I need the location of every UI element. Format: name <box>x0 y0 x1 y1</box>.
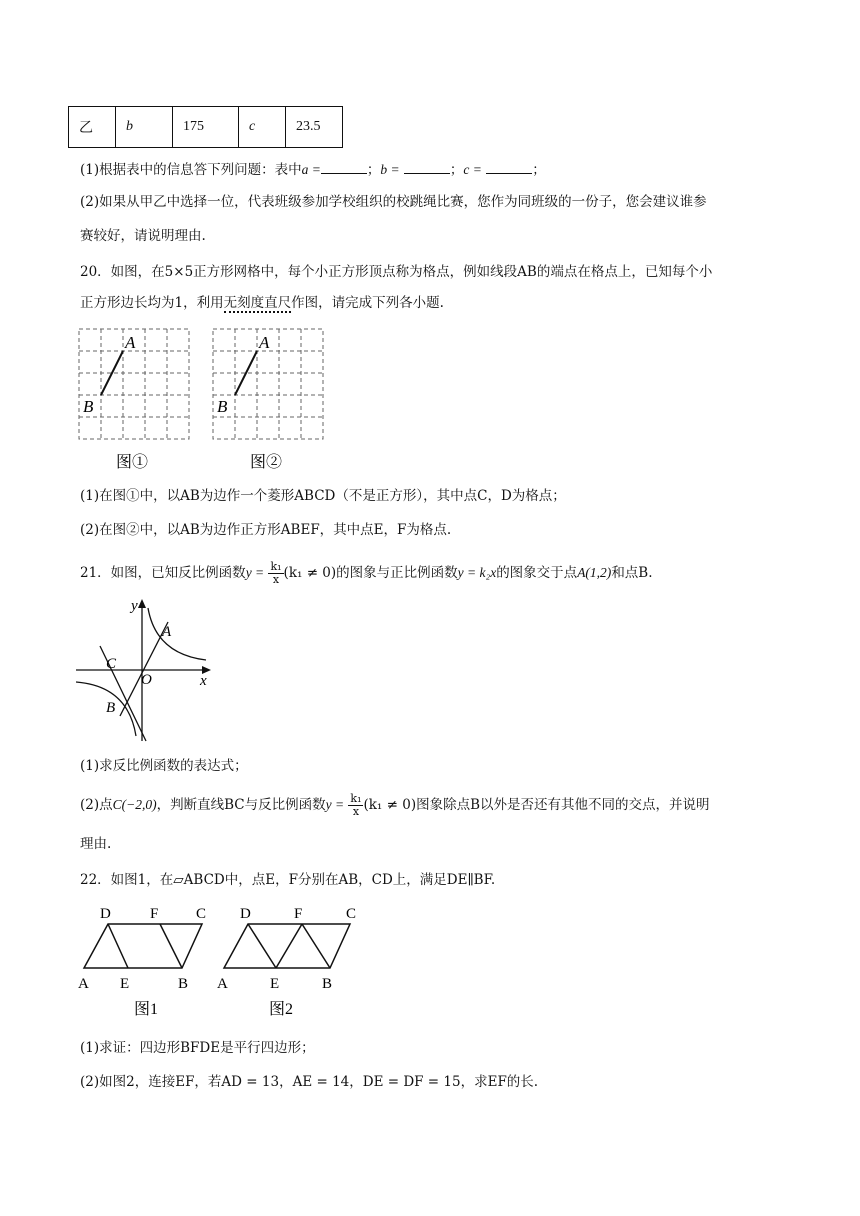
frac-denominator: x <box>272 573 280 586</box>
q21-part2-line1 <box>80 792 710 818</box>
q22-part1: (1)求证：四边形BFDE是平行四边形； <box>80 1040 315 1056</box>
q21-text: 的图象与正比例函数 <box>336 565 458 581</box>
fig1-caption: 图① <box>116 454 149 471</box>
q20-part2: (2)在图②中，以AB为边作正方形ABEF，其中点E，F为格点. <box>80 522 452 538</box>
q21-part2-line2: 理由. <box>80 836 112 852</box>
table-row <box>69 107 343 148</box>
fraction <box>268 561 283 586</box>
answer-blank <box>404 161 450 174</box>
segment-de <box>108 924 128 968</box>
separator: ； <box>449 162 464 178</box>
segment-de <box>248 924 276 968</box>
q20-emphasis: 无刻度直尺 <box>223 295 292 311</box>
label-a: A <box>217 976 228 992</box>
linear-func: y = k₂x <box>457 565 497 580</box>
table-cell: b <box>116 107 173 148</box>
q20-stem-line1: 20．如图，在5×5正方形网格中，每个小正方形顶点称为格点，例如线段AB的端点在格点上，已知每个小 <box>80 264 713 280</box>
segment-ab <box>101 351 123 395</box>
q21-part1: (1)求反比例函数的表达式； <box>80 758 248 774</box>
q20-text: 作图，请完成下列各小题. <box>291 295 444 311</box>
q21-text: (2)点 <box>80 797 113 813</box>
segment-bf <box>302 924 330 968</box>
fig1-caption: 图1 <box>134 1001 159 1018</box>
q21-text: 的图象交于点 <box>496 565 578 581</box>
label-y: y <box>131 598 138 614</box>
label-c: C <box>106 656 117 672</box>
label-a: A <box>259 333 270 352</box>
q19-part2-line1: (2)如果从甲乙中选择一位，代表班级参加学校组织的校跳绳比赛，您作为同班级的一份子，您会建议谁参 <box>80 194 707 210</box>
y-axis-arrow <box>138 599 146 608</box>
segment-ab <box>235 351 257 395</box>
q22-stem: 22．如图1，在▱ABCD中，点E，F分别在AB，CD上，满足DE∥BF. <box>80 872 496 888</box>
table-cell: 23.5 <box>286 107 343 148</box>
q19-part2-line2: 赛较好，请说明理由. <box>80 228 206 244</box>
func-y: y = <box>245 565 265 580</box>
table-cell: c <box>239 107 286 148</box>
label-b: B <box>322 976 333 992</box>
label-c: C <box>196 906 207 922</box>
q20-text: 正方形边长均为1，利用 <box>80 295 224 311</box>
label-x: x <box>200 673 207 689</box>
frac-numerator: k₁ <box>270 560 282 573</box>
label-c: C <box>346 906 357 922</box>
q22-figures <box>74 900 374 1025</box>
label-o: O <box>141 672 152 688</box>
condition: (k₁ ≠ 0) <box>283 565 337 581</box>
label-d: D <box>100 906 111 922</box>
separator: ； <box>532 162 546 178</box>
q19-p1-prefix: (1)根据表中的信息答下列问题：表中 <box>80 162 302 178</box>
q21-graph <box>76 596 216 746</box>
label-b: B <box>83 397 94 416</box>
func-y: y = <box>325 797 345 812</box>
fraction <box>348 793 363 818</box>
label-f: F <box>294 906 303 922</box>
hyperbola-branch-1 <box>148 608 206 660</box>
label-a: A <box>125 333 136 352</box>
frac-numerator: k₁ <box>350 792 362 805</box>
q21-text: ，判断直线BC与反比例函数 <box>156 797 326 813</box>
figure-2 <box>224 924 350 968</box>
point-a: A(1,2) <box>577 565 612 580</box>
separator: ； <box>366 162 381 178</box>
label-b: B <box>106 700 116 716</box>
parallelogram-abcd <box>84 924 202 968</box>
label-a: A <box>78 976 89 992</box>
label-a: A <box>162 624 172 640</box>
segment-bf <box>160 924 182 968</box>
point-c: C(−2,0) <box>112 797 157 812</box>
answer-blank <box>321 161 367 174</box>
table-cell: 175 <box>173 107 239 148</box>
answer-blank <box>486 161 532 174</box>
condition: (k₁ ≠ 0) <box>363 797 417 813</box>
label-e: E <box>120 976 130 992</box>
figure-1 <box>84 924 202 968</box>
score-table <box>68 106 343 148</box>
q21-stem <box>80 560 653 586</box>
parallelogram-abcd <box>224 924 350 968</box>
a-label: a = <box>301 162 321 177</box>
label-e: E <box>270 976 280 992</box>
q21-text: 图象除点B以外是否还有其他不同的交点，并说明 <box>416 797 710 813</box>
c-label: c = <box>463 162 482 177</box>
label-f: F <box>150 906 159 922</box>
q21-text: 21．如图，已知反比例函数 <box>80 565 246 581</box>
q20-stem-line2 <box>80 293 444 313</box>
label-b: B <box>178 976 189 992</box>
frac-denominator: x <box>352 805 360 818</box>
b-label: b = <box>380 162 400 177</box>
label-b: B <box>217 397 228 416</box>
q20-figures <box>74 324 334 474</box>
segment-ef <box>276 924 302 968</box>
q22-part2: (2)如图2，连接EF，若AD = 13，AE = 14，DE = DF = 15，求EF的长. <box>80 1074 539 1090</box>
fig2-caption: 图2 <box>269 1001 294 1018</box>
table-cell: 乙 <box>69 107 116 148</box>
q20-part1: (1)在图①中，以AB为边作一个菱形ABCD（不是正方形），其中点C，D为格点； <box>80 488 566 504</box>
q19-part1 <box>80 160 546 180</box>
fig2-caption: 图② <box>250 454 283 471</box>
label-d: D <box>240 906 251 922</box>
q21-text: 和点B. <box>611 565 653 581</box>
